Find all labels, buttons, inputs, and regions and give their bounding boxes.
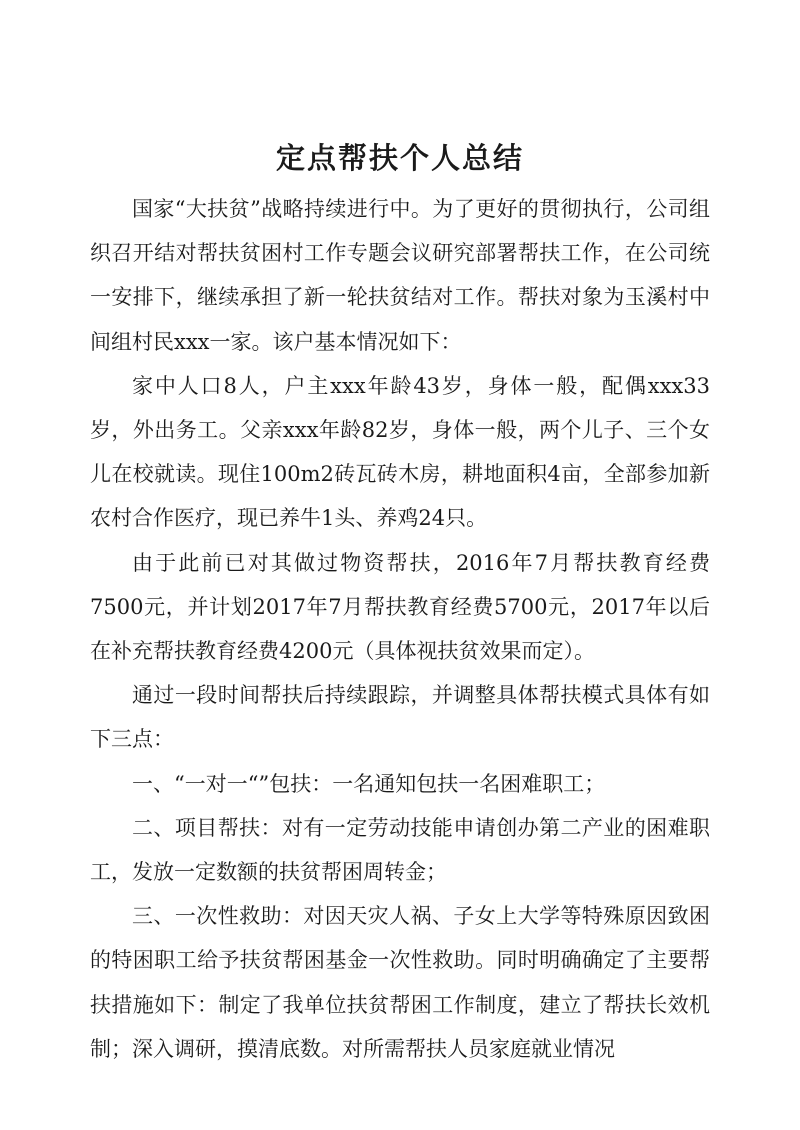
paragraph-point-two: 二、项目帮扶：对有一定劳动技能申请创办第二产业的困难职工，发放一定数额的扶贫帮困周转金；	[90, 815, 710, 885]
document-body	[90, 187, 710, 1071]
paragraph-household-info: 家中人口8人，户主xxx年龄43岁，身体一般，配偶xxx33岁，外出务工。父亲xxx年龄82岁，身体一般，两个儿子、三个女儿在校就读。现住100m2砖瓦砖木房，耕地面积4亩，全部参加新农村合作医疗，现已养牛1头、养鸡24只。	[90, 373, 710, 531]
paragraph-point-three: 三、一次性救助：对因天灾人祸、子女上大学等特殊原因致困的特困职工给予扶贫帮困基金一次性救助。同时明确确定了主要帮扶措施如下：制定了我单位扶贫帮困工作制度，建立了帮扶长效机制；深入调研，摸清底数。对所需帮扶人员家庭就业情况	[90, 904, 710, 1061]
paragraph-intro: 国家“大扶贫”战略持续进行中。为了更好的贯彻执行，公司组织召开结对帮扶贫困村工作专题会议研究部署帮扶工作，在公司统一安排下，继续承担了新一轮扶贫结对工作。帮扶对象为玉溪村中间组村民xxx一家。该户基本情况如下：	[90, 197, 710, 354]
paragraph-three-points-intro: 通过一段时间帮扶后持续跟踪，并调整具体帮扶模式具体有如下三点：	[90, 683, 710, 752]
paragraph-education-funds: 由于此前已对其做过物资帮扶，2016年7月帮扶教育经费7500元，并计划2017年7月帮扶教育经费5700元，2017年以后在补充帮扶教育经费4200元（具体视扶贫效果而定）。	[90, 550, 710, 664]
paragraph-point-one: 一、“一对一“”包扶：一名通知包扶一名困难职工；	[132, 771, 606, 796]
document-title: 定点帮扶个人总结	[275, 141, 524, 175]
